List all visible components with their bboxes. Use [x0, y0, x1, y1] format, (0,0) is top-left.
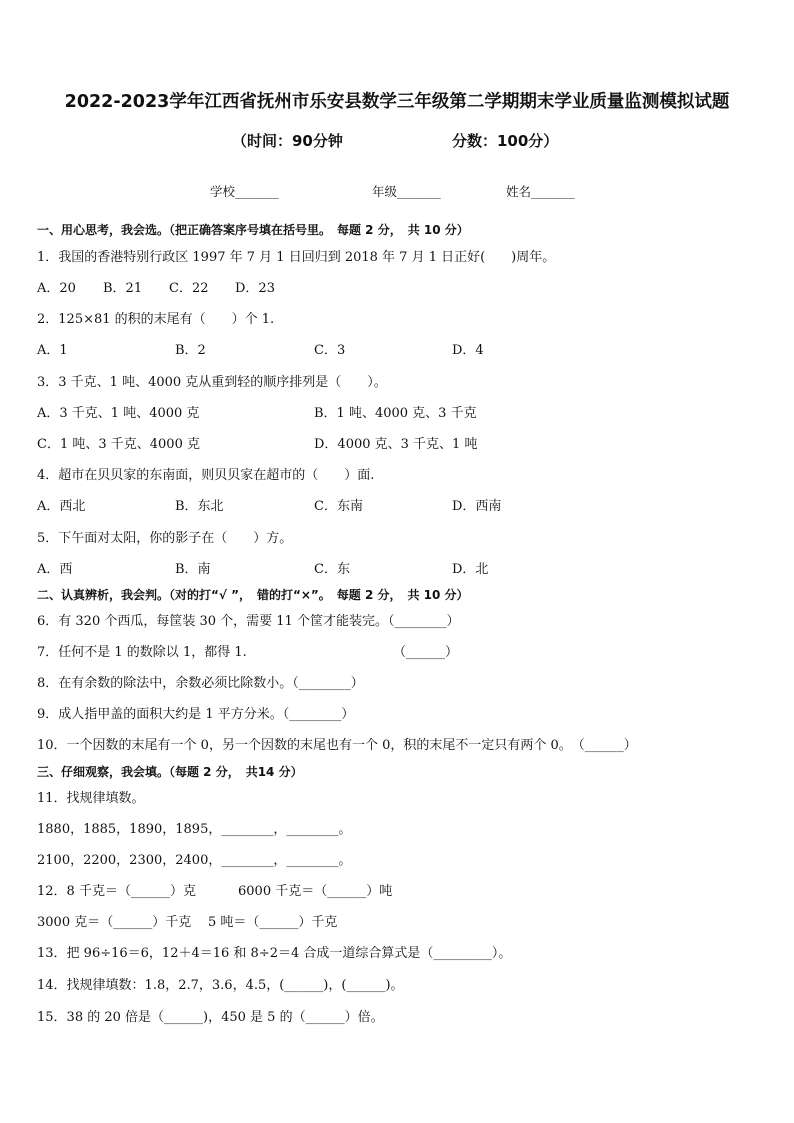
q4-option-b: B．东北: [175, 499, 224, 514]
question-12-c: 3000 克＝（______）千克: [37, 915, 192, 930]
question-1: 1．我国的香港特别行政区 1997 年 7 月 1 日回归到 2018 年 7 月 1 日正好( )周年。: [37, 250, 556, 265]
question-6: 6．有 320 个西瓜，每筐装 30 个，需要 11 个筐才能装完。（________）: [37, 614, 460, 629]
q5-option-b: B．南: [175, 562, 211, 577]
question-7-blank: （______）: [393, 645, 459, 660]
q1-option-a: A．20: [37, 281, 76, 296]
q5-option-c: C．东: [314, 562, 350, 577]
school-field: 学校_______: [210, 184, 279, 199]
question-10: 10．一个因数的末尾有一个 0，另一个因数的末尾也有一个 0，积的末尾不一定只有两个 0。 （______）: [37, 738, 637, 753]
grade-field: 年级_______: [372, 184, 441, 199]
q1-option-c: C．22: [169, 281, 209, 296]
q5-option-d: D．北: [452, 562, 489, 577]
question-3: 3．3 千克、1 吨、4000 克从重到轻的顺序排列是（ ）。: [37, 375, 387, 390]
exam-score: 分数：100分）: [452, 132, 559, 150]
question-15: 15．38 的 20 倍是（______)，450 是 5 的（______）倍。: [37, 1010, 384, 1025]
name-field: 姓名_______: [506, 184, 575, 199]
question-11-row-1: 1880，1885，1890，1895，________，________。: [37, 822, 352, 837]
question-2: 2．125×81 的积的末尾有（ ）个 1.: [37, 312, 275, 327]
q3-option-d: D．4000 克、3 千克、1 吨: [314, 437, 478, 452]
q1-option-d: D．23: [235, 281, 275, 296]
section-1-heading: 一、用心思考，我会选。（把正确答案序号填在括号里。 每题 2 分， 共 10 分）: [37, 223, 469, 237]
q4-option-a: A．西北: [37, 499, 86, 514]
q4-option-c: C．东南: [314, 499, 363, 514]
q1-option-b: B．21: [103, 281, 143, 296]
q3-option-a: A．3 千克、1 吨、4000 克: [37, 406, 200, 421]
question-8: 8．在有余数的除法中，余数必须比除数小。（________）: [37, 676, 364, 691]
q3-option-c: C．1 吨、3 千克、4000 克: [37, 437, 200, 452]
exam-time: （时间：90分钟: [232, 132, 343, 150]
q2-option-a: A．1: [37, 343, 68, 358]
page-title: 2022-2023学年江西省抚州市乐安县数学三年级第二学期期末学业质量监测模拟试题: [64, 92, 730, 112]
q2-option-c: C．3: [314, 343, 346, 358]
q2-option-d: D．4: [452, 343, 484, 358]
question-11-row-2: 2100，2200，2300，2400，________，________。: [37, 853, 352, 868]
question-14: 14．找规律填数：1.8，2.7，3.6，4.5，(______)，(______)。: [37, 978, 404, 993]
question-12-a: 12．8 千克＝（______）克: [37, 884, 196, 899]
section-3-heading: 三、仔细观察，我会填。（每题 2 分， 共14 分）: [37, 765, 303, 779]
q2-option-b: B．2: [175, 343, 206, 358]
q5-option-a: A．西: [37, 562, 73, 577]
question-4: 4．超市在贝贝家的东南面，则贝贝家在超市的（ ）面.: [37, 468, 375, 483]
q4-option-d: D．西南: [452, 499, 502, 514]
question-12-b: 6000 千克＝（______）吨: [238, 884, 393, 899]
question-13: 13．把 96÷16＝6，12＋4＝16 和 8÷2＝4 合成一道综合算式是（_________）。: [37, 946, 512, 961]
question-7: 7．任何不是 1 的数除以 1，都得 1.: [37, 645, 247, 660]
question-11: 11．找规律填数。: [37, 791, 145, 806]
question-9: 9．成人指甲盖的面积大约是 1 平方分米。（________）: [37, 707, 355, 722]
question-12-d: 5 吨＝（______）千克: [208, 915, 338, 930]
question-5: 5．下午面对太阳，你的影子在（ ）方。: [37, 531, 293, 546]
section-2-heading: 二、认真辨析，我会判。（对的打“√ ”， 错的打“×”。 每题 2 分， 共 10 分）: [37, 588, 469, 602]
q3-option-b: B．1 吨、4000 克、3 千克: [314, 406, 477, 421]
